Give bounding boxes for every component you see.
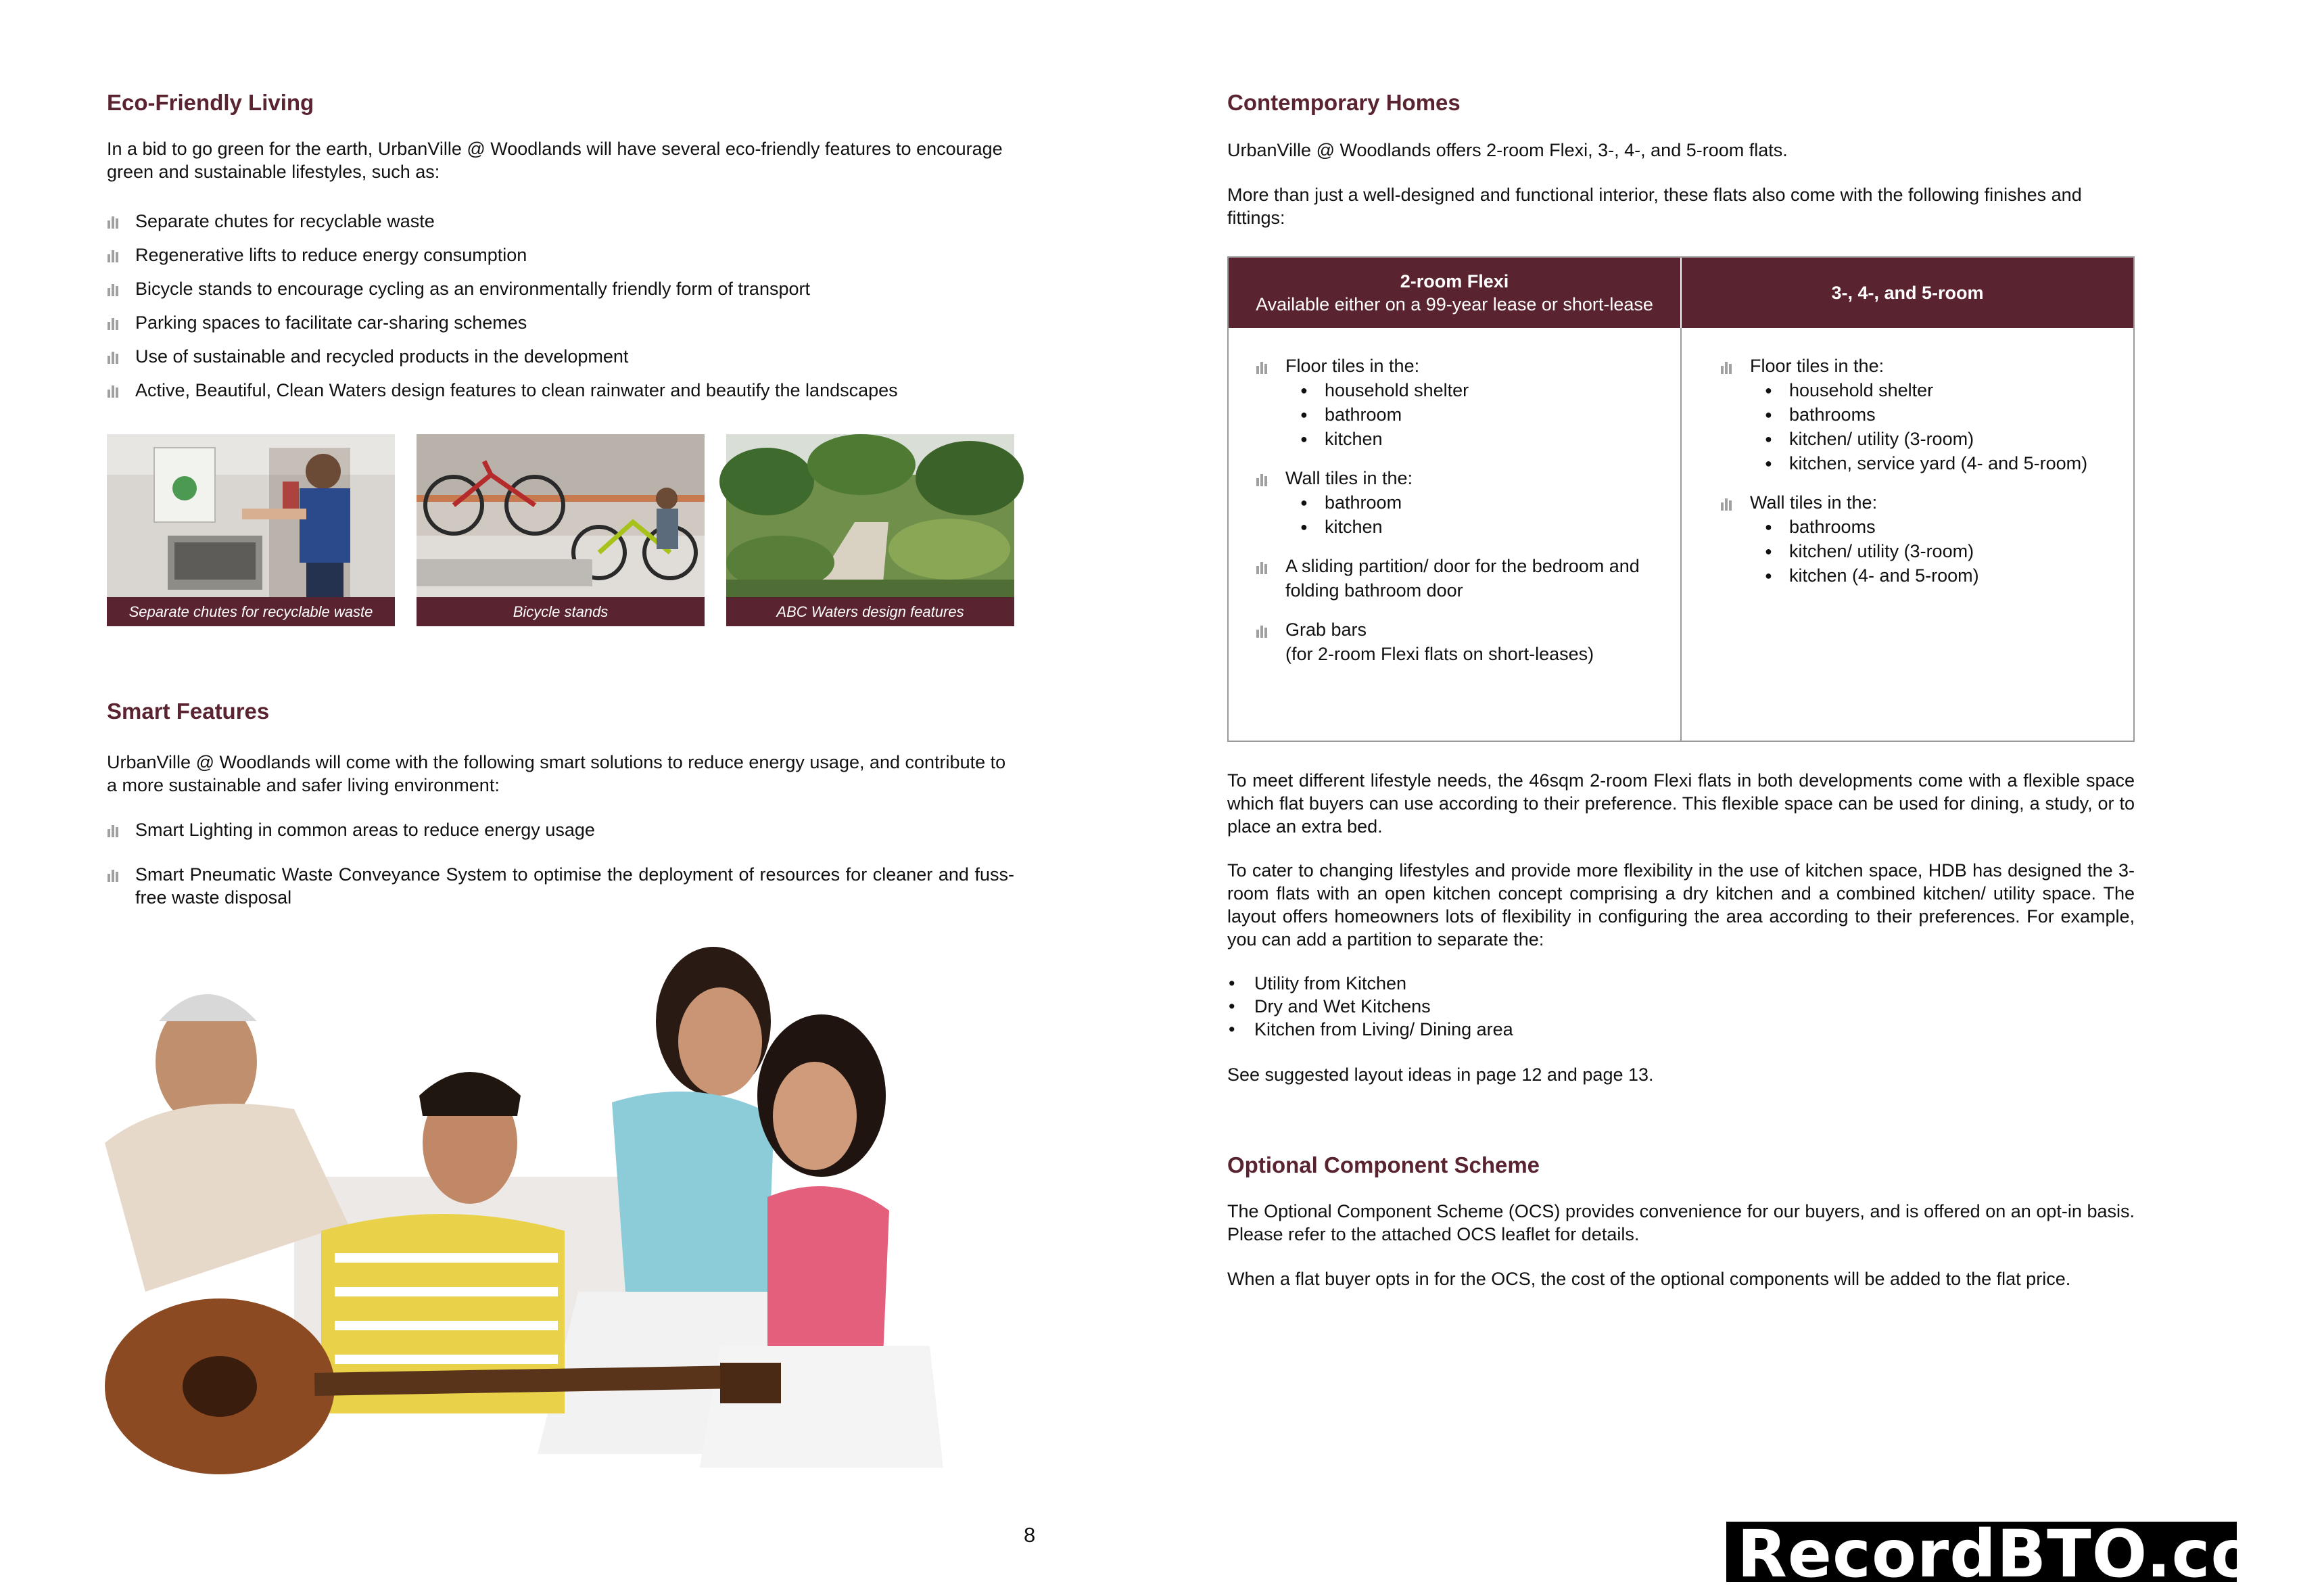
building-bullet-icon <box>1256 624 1268 638</box>
list-item: ● household shelter <box>1285 378 1661 402</box>
ocs-heading: Optional Component Scheme <box>1227 1152 1540 1177</box>
list-item: ● bathroom <box>1285 402 1661 427</box>
recycling-chute-image <box>107 434 395 597</box>
building-bullet-icon <box>107 317 119 330</box>
partition-list <box>1227 972 1513 1041</box>
building-bullet-icon <box>1256 473 1268 486</box>
list-item: ● bathroom <box>1285 490 1661 515</box>
building-bullet-icon <box>107 384 119 398</box>
photo-bicycle-stands <box>417 434 705 626</box>
smart-intro: UrbanVille @ Woodlands will come with the following smart solutions to reduce energy usage, and contribute to a more sustainable and safer living environment: <box>107 752 1006 795</box>
list-item: • Dry and Wet Kitchens <box>1227 995 1513 1018</box>
kitchen-paragraph: To cater to changing lifestyles and provide more flexibility in the use of kitchen space, HDB has designed the 3-room flats with an open kitchen concept comprising a dry kitchen and a combined kitchen/ utility space. The layout offers homeowners lots of flexibility in configuring the area according to their preferences. For example, you can add a partition to separate the: <box>1227 860 2135 950</box>
layout-ideas-paragraph: See suggested layout ideas in page 12 and page 13. <box>1227 1064 1654 1085</box>
eco-list <box>107 210 1014 402</box>
col1-title: 2-room Flexi <box>1400 271 1509 291</box>
building-bullet-icon <box>1256 561 1268 574</box>
col2-title: 3-, 4-, and 5-room <box>1831 283 1984 303</box>
building-bullet-icon <box>107 215 119 229</box>
building-bullet-icon <box>107 249 119 262</box>
list-item: ● kitchen (4- and 5-room) <box>1750 563 2126 588</box>
photo-caption: Bicycle stands <box>417 597 705 626</box>
bicycle-stand-image <box>417 434 705 597</box>
list-item: • Kitchen from Living/ Dining area <box>1227 1018 1513 1041</box>
family-photo <box>91 940 1038 1495</box>
building-bullet-icon <box>1720 497 1732 511</box>
ocs-paragraph-1: The Optional Component Scheme (OCS) provides convenience for our buyers, and is offered on an opt-in basis. Please refer to the attached OCS leaflet for details. <box>1227 1201 2135 1244</box>
table-group: Wall tiles in the: ● bathrooms ● kitchen/ utility (3-room) ● kitchen (4- and 5-room) <box>1720 490 2126 588</box>
homes-heading: Contemporary Homes <box>1227 90 1461 115</box>
list-item: Smart Pneumatic Waste Conveyance System to optimise the deployment of resources for cleaner and fuss-free waste disposal <box>107 863 1014 909</box>
table-header-divider <box>1680 258 1682 328</box>
list-item: ● kitchen/ utility (3-room) <box>1750 539 2126 563</box>
list-item: Smart Lighting in common areas to reduce energy usage <box>107 818 1014 841</box>
list-item: • Utility from Kitchen <box>1227 972 1513 995</box>
watermark <box>1726 1516 2324 1592</box>
list-item: Bicycle stands to encourage cycling as an environmentally friendly form of transport <box>107 277 1014 300</box>
eco-heading: Eco-Friendly Living <box>107 90 314 115</box>
list-item: Use of sustainable and recycled products in the development <box>107 345 1014 368</box>
fittings-table <box>1227 256 2135 742</box>
table-group: Floor tiles in the: ● household shelter ● bathrooms ● kitchen/ utility (3-room) ● kitchen, service yard (4- and 5-room) <box>1720 354 2126 475</box>
table-cell-3-4-5room <box>1720 354 2126 603</box>
list-item: ● kitchen <box>1285 427 1661 451</box>
page-number: 8 <box>1024 1523 1036 1547</box>
table-group: Floor tiles in the: ● household shelter ● bathroom ● kitchen <box>1256 354 1661 451</box>
list-item: ● kitchen/ utility (3-room) <box>1750 427 2126 451</box>
building-bullet-icon <box>107 824 119 837</box>
photo-abc-waters <box>726 434 1014 626</box>
building-bullet-icon <box>107 868 119 882</box>
flexi-paragraph: To meet different lifestyle needs, the 46sqm 2-room Flexi flats in both developments come with a flexible space which flat buyers can use according to their preference. This flexible space can be used for dining, a study, or to place an extra bed. <box>1227 770 2135 837</box>
table-group: Grab bars (for 2-room Flexi flats on short-leases) <box>1256 617 1661 666</box>
col1-subtitle: Available either on a 99-year lease or short-lease <box>1256 294 1653 314</box>
ocs-paragraph-2: When a flat buyer opts in for the OCS, the cost of the optional components will be added to the flat price. <box>1227 1269 2071 1289</box>
photo-recycling-chutes <box>107 434 395 626</box>
building-bullet-icon <box>107 350 119 364</box>
photo-caption: ABC Waters design features <box>726 597 1014 626</box>
list-item: Regenerative lifts to reduce energy consumption <box>107 243 1014 266</box>
list-item: ● bathrooms <box>1750 515 2126 539</box>
smart-heading: Smart Features <box>107 699 270 724</box>
eco-intro: In a bid to go green for the earth, UrbanVille @ Woodlands will have several eco-friendly features to encourage green and sustainable lifestyles, such as: <box>107 139 1003 182</box>
table-header-cell <box>1682 258 2133 328</box>
list-item: Active, Beautiful, Clean Waters design features to clean rainwater and beautify the landscapes <box>107 379 1014 402</box>
table-header-cell <box>1229 258 1680 328</box>
building-bullet-icon <box>1256 360 1268 374</box>
table-cell-2room <box>1256 354 1661 681</box>
table-group: Wall tiles in the: ● bathroom ● kitchen <box>1256 466 1661 539</box>
table-divider <box>1680 258 1682 741</box>
list-item: ● kitchen, service yard (4- and 5-room) <box>1750 451 2126 475</box>
watermark-text: RecordBTO.com <box>1737 1516 2324 1592</box>
photo-caption: Separate chutes for recyclable waste <box>107 597 395 626</box>
smart-list <box>107 818 1014 909</box>
homes-intro-1: UrbanVille @ Woodlands offers 2-room Flexi, 3-, 4-, and 5-room flats. <box>1227 140 1788 160</box>
list-item: Separate chutes for recyclable waste <box>107 210 1014 233</box>
list-item: Parking spaces to facilitate car-sharing schemes <box>107 311 1014 334</box>
building-bullet-icon <box>107 283 119 296</box>
building-bullet-icon <box>1720 360 1732 374</box>
list-item: ● household shelter <box>1750 378 2126 402</box>
table-group: A sliding partition/ door for the bedroom and folding bathroom door <box>1256 554 1661 603</box>
homes-intro-2: More than just a well-designed and functional interior, these flats also come with the following finishes and fittings: <box>1227 185 2082 228</box>
abc-waters-image <box>726 434 1014 597</box>
list-item: ● bathrooms <box>1750 402 2126 427</box>
list-item: ● kitchen <box>1285 515 1661 539</box>
